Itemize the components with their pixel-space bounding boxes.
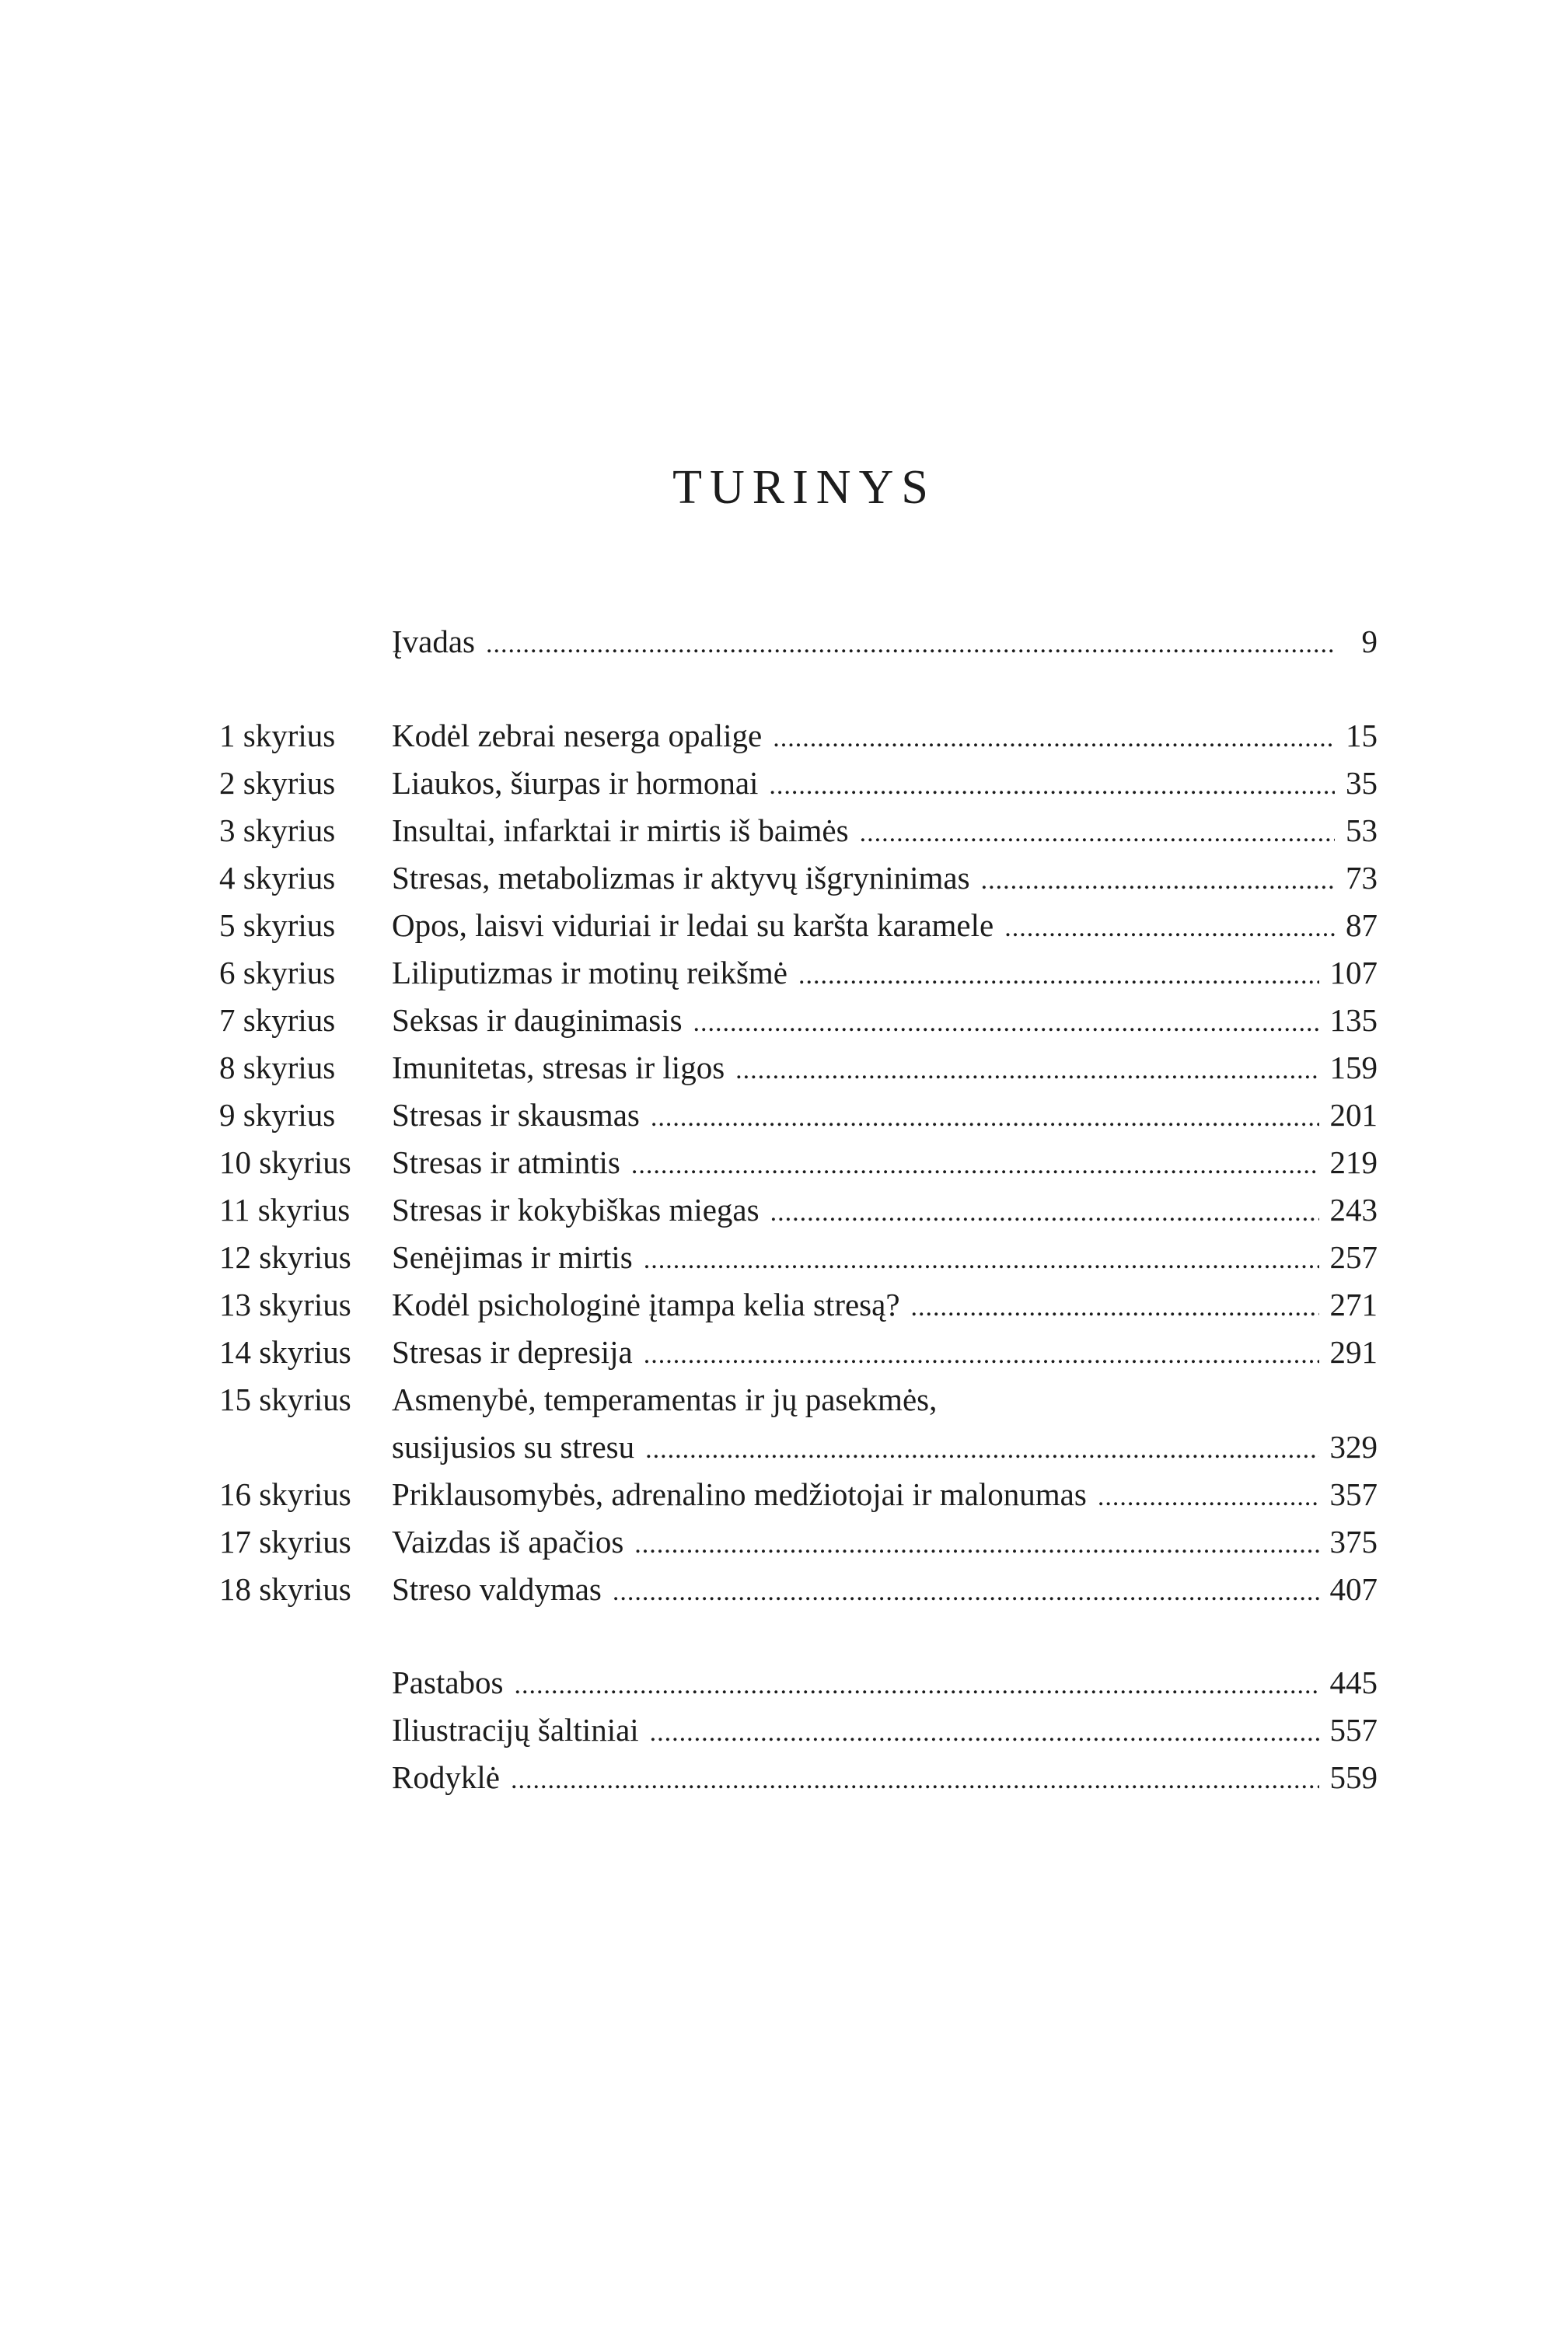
toc-entry-back-matter [219,1754,1378,1801]
page-number: 159 [1329,1050,1378,1085]
page-number: 35 [1346,765,1378,801]
leader-dots [634,1521,1318,1568]
entry-title: Rodyklė [392,1759,500,1795]
chapter-label: 10 skyrius [219,1144,351,1180]
leader-dots [1004,904,1335,952]
entry-title: Kodėl psichologinė įtampa kelia stresą? [392,1287,900,1322]
page-number: 53 [1346,812,1378,848]
spacer [219,665,1378,712]
entry-title: Stresas ir skausmas [392,1097,640,1133]
chapter-label: 16 skyrius [219,1476,351,1512]
chapter-label: 4 skyrius [219,860,336,896]
toc-entry-chapter [219,1329,1378,1376]
entry [392,760,1378,809]
chapter-label: 5 skyrius [219,907,336,943]
entry [392,997,1378,1046]
leader-dots [631,1141,1319,1189]
page-number: 445 [1329,1665,1378,1700]
entry [392,807,1378,857]
entry-title: Imunitetas, stresas ir ligos [392,1050,725,1085]
toc-entry-back-matter [219,1659,1378,1706]
page-number: 243 [1329,1192,1378,1228]
chapter-label: 15 skyrius [219,1382,351,1417]
page-number: 73 [1346,860,1378,896]
leader-dots [644,1236,1319,1284]
page-number: 407 [1329,1571,1378,1607]
toc-entry-chapter [219,1044,1378,1092]
toc-entry-chapter [219,760,1378,807]
chapter-label: 18 skyrius [219,1571,351,1607]
page-number: 375 [1329,1524,1378,1560]
toc-entry-chapter [219,1281,1378,1329]
entry [392,1092,1378,1141]
entry-title: Priklausomybės, adrenalino medžiotojai ir malonumas [392,1476,1087,1512]
page-number: 271 [1329,1287,1378,1322]
leader-dots [773,714,1335,762]
entry-title: Asmenybė, temperamentas ir jų pasekmės, [392,1382,938,1417]
entry-title: Vaizdas iš apačios [392,1524,624,1560]
chapter-label: 7 skyrius [219,1002,336,1038]
entry-title-continued: susijusios su stresu [392,1429,635,1465]
entry [392,618,1378,668]
entry [392,1706,1378,1756]
toc-entry-chapter [219,949,1378,997]
chapter-label: 17 skyrius [219,1524,351,1560]
chapter-label: 12 skyrius [219,1239,351,1275]
entry [392,1471,1378,1521]
page-number: 135 [1329,1002,1378,1038]
chapter-label: 14 skyrius [219,1334,351,1370]
entry-title: Iliustracijų šaltiniai [392,1712,639,1748]
page-title: TURINYS [672,461,936,514]
leader-dots [911,1284,1319,1331]
chapter-label: 1 skyrius [219,718,336,753]
toc-entry-chapter [219,1092,1378,1139]
entry-title: Liliputizmas ir motinų reikšmė [392,955,787,990]
leader-dots [645,1426,1318,1473]
page-number: 201 [1329,1097,1378,1133]
leader-dots [770,1189,1319,1236]
entry-title: Seksas ir dauginimasis [392,1002,683,1038]
entry [392,1376,1378,1424]
entry [392,949,1378,999]
entry [392,1281,1378,1331]
spacer [219,1613,1378,1659]
leader-dots [511,1756,1319,1804]
toc-entry-chapter [219,1234,1378,1281]
chapter-label: 2 skyrius [219,765,336,801]
entry-title: Liaukos, šiurpas ir hormonai [392,765,759,801]
toc-entry-continuation [219,1424,1378,1471]
page-number: 107 [1329,955,1378,990]
entry-title: Streso valdymas [392,1571,602,1607]
table-of-contents [219,618,1378,1801]
entry [392,1186,1378,1236]
leader-dots [486,620,1336,668]
entry-title: Stresas ir depresija [392,1334,633,1370]
chapter-label: 9 skyrius [219,1097,336,1133]
entry [392,1754,1378,1804]
page-number: 9 [1361,624,1378,659]
toc-entry-chapter [219,1139,1378,1186]
toc-entry-chapter [219,902,1378,949]
entry [392,1659,1378,1709]
leader-dots [515,1661,1319,1709]
leader-dots [693,999,1319,1046]
leader-dots [650,1709,1319,1756]
entry-title: Stresas ir atmintis [392,1144,620,1180]
entry-title: Įvadas [392,624,476,659]
entry [392,1044,1378,1094]
entry [392,902,1378,952]
toc-entry-chapter [219,712,1378,760]
entry [392,1566,1378,1616]
page-number: 559 [1329,1759,1378,1795]
page-number: 329 [1329,1429,1378,1465]
chapter-label: 8 skyrius [219,1050,336,1085]
toc-entry-chapter [219,1186,1378,1234]
entry-title: Senėjimas ir mirtis [392,1239,633,1275]
entry-title: Insultai, infarktai ir mirtis iš baimės [392,812,849,848]
page-number: 557 [1329,1712,1378,1748]
toc-entry-chapter [219,1376,1378,1424]
entry-title: Stresas, metabolizmas ir aktyvų išgryninimas [392,860,970,896]
page-number: 87 [1346,907,1378,943]
entry-title: Pastabos [392,1665,504,1700]
entry [392,1234,1378,1284]
chapter-label: 13 skyrius [219,1287,351,1322]
toc-entry-chapter [219,854,1378,902]
page-number: 357 [1329,1476,1378,1512]
entry [392,1329,1378,1378]
leader-dots [798,952,1319,999]
toc-entry-back-matter [219,1706,1378,1754]
chapter-label: 11 skyrius [219,1192,351,1228]
entry-title: Opos, laisvi viduriai ir ledai su karšta karamele [392,907,994,943]
entry [392,1518,1378,1568]
leader-dots [1098,1473,1319,1521]
entry [392,712,1378,762]
leader-dots [735,1046,1318,1094]
leader-dots [644,1331,1319,1378]
toc-entry-chapter [219,807,1378,854]
page-number: 15 [1346,718,1378,753]
entry-title: Stresas ir kokybiškas miegas [392,1192,760,1228]
page-number: 219 [1329,1144,1378,1180]
leader-dots [613,1568,1319,1616]
entry [392,1424,1378,1473]
toc-entry-intro [219,618,1378,665]
page-number: 257 [1329,1239,1378,1275]
leader-dots [769,762,1335,809]
leader-dots [651,1094,1319,1141]
entry [392,854,1378,904]
page-number: 291 [1329,1334,1378,1370]
chapter-label: 3 skyrius [219,812,336,848]
toc-entry-chapter [219,1566,1378,1613]
entry-title: Kodėl zebrai neserga opalige [392,718,763,753]
toc-entry-chapter [219,1471,1378,1518]
toc-entry-chapter [219,997,1378,1044]
chapter-label: 6 skyrius [219,955,336,990]
leader-dots [981,857,1335,904]
leader-dots [860,809,1335,857]
entry [392,1139,1378,1189]
toc-entry-chapter [219,1518,1378,1566]
